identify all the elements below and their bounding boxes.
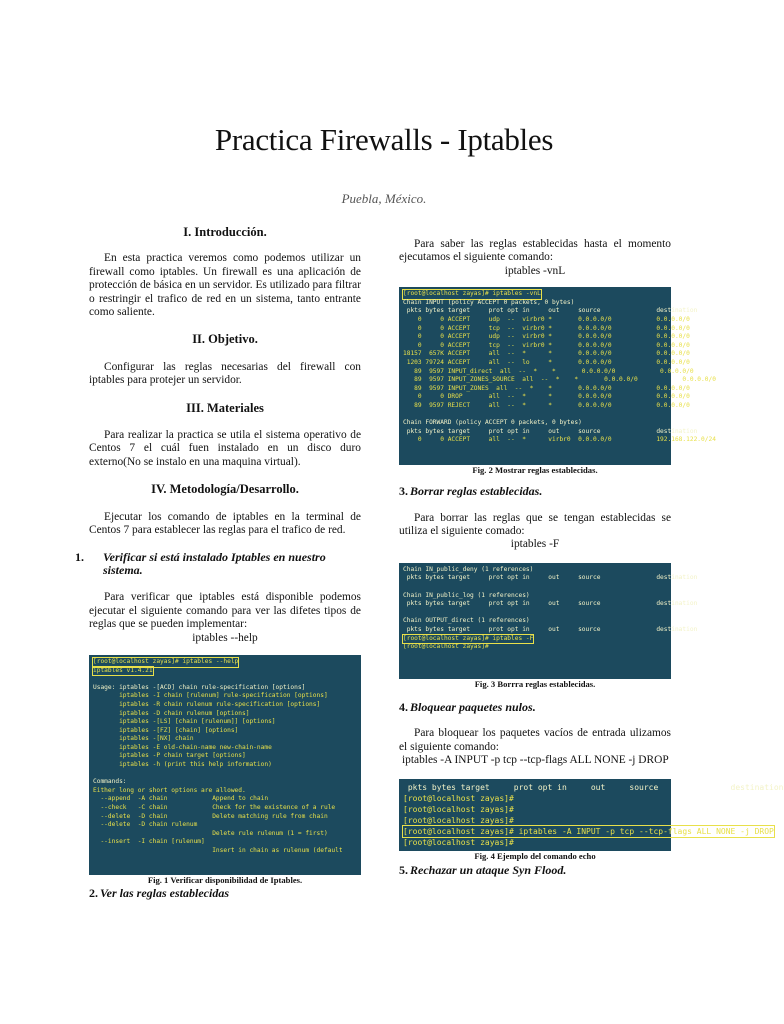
step2-number: 2. [89,885,98,900]
step5-heading [399,864,671,877]
terminal-line: [root@localhost zayas]# [403,805,514,815]
terminal-line: pkts bytes target prot opt in out source destination [403,600,698,608]
terminal-line: [root@localhost zayas]# iptables -A INPUT -p tcp --tcp-flags ALL NONE -j DROP [403,827,774,837]
terminal-line: Delete rule rulenum (1 = first) [93,829,328,837]
step3-number: 3. [399,484,408,499]
terminal-line: iptables -D chain rulenum [options] [93,709,250,717]
step1-title: Verificar si está instalado Iptables en nuestro sistema. [103,549,326,577]
step2-title: Ver las reglas establecidas [100,885,229,900]
paragraph-introduccion: En esta practica veremos como podemos utilizar un firewall como iptables. Un firewall es una aplicación de protección de básica en un servidor. Es utilizado para filtrar o restringir el trafico de red en un sistema, tanto entrante como saliente. [89,252,361,319]
step1-heading [75,549,361,578]
paragraph-step1: Para verificar que iptables está disponible podemos ejecutar el siguiente comando para ver las difetes tipos de reglas que se pueden implementar: [89,591,361,631]
figure2-caption: Fig. 2 Mostrar reglas establecidas. [472,465,598,476]
terminal-line: iptables -P chain target [options] [93,752,246,760]
terminal-line: Either long or short options are allowed. [93,786,246,794]
terminal-line: --append -A chain Append to chain [93,795,269,803]
section-heading-introduccion: I. Introducción. [183,225,267,239]
terminal-line [93,675,357,684]
terminal-line: 89 9597 INPUT_ZONES_SOURCE all -- * * 0.0.0.0/0 0.0.0.0/0 [403,376,716,384]
terminal-line: 89 9597 REJECT all -- * * 0.0.0.0/0 0.0.0.0/0 [403,401,690,409]
terminal-screenshot-drop-null [399,779,784,851]
terminal-line: 0 0 DROP all -- * * 0.0.0.0/0 0.0.0.0/0 [403,393,690,401]
terminal-line: [root@localhost zayas]# iptables -F [403,634,534,642]
terminal-line: 89 9597 INPUT_ZONES all -- * * 0.0.0.0/0 0.0.0.0/0 [403,384,690,392]
terminal-line [403,411,667,420]
terminal-line: iptables -[FZ] [chain] [options] [93,726,239,734]
section-heading-metodologia: IV. Metodología/Desarrollo. [151,482,299,497]
terminal-line: 0 0 ACCEPT udp -- virbr0 * 0.0.0.0/0 0.0.0.0/0 [403,333,690,341]
step3-heading [399,485,671,498]
section-heading-materiales: III. Materiales [186,400,264,415]
terminal-line: Chain INPUT (policy ACCEPT 0 packets, 0 bytes) [403,298,575,306]
command-step4: iptables -A INPUT -p tcp --tcp-flags ALL NONE -j DROP [402,754,669,767]
terminal-line: 0 0 ACCEPT tcp -- virbr0 * 0.0.0.0/0 0.0.0.0/0 [403,324,690,332]
terminal-line: --delete -D chain rulenum [93,821,198,829]
terminal-line: 89 9597 INPUT_direct all -- * * 0.0.0.0/0 0.0.0.0/0 [403,367,694,375]
step1-number: 1. [75,549,84,564]
left-column [75,225,361,900]
step4-number: 4. [399,699,408,714]
paragraph-step2: Para saber las reglas establecidas hasta el momento ejecutamos el siguiente comando: [399,238,671,264]
terminal-screenshot-help [89,655,361,875]
step5-title: Rechazar un ataque Syn Flood. [410,863,567,878]
terminal-line: iptables -I chain [rulenum] rule-specification [options] [93,692,328,700]
terminal-line: 0 0 ACCEPT tcp -- virbr0 * 0.0.0.0/0 0.0.0.0/0 [403,341,690,349]
terminal-line: iptables -E old-chain-name new-chain-name [93,743,272,751]
terminal-line: iptables -[NX] chain [93,735,194,743]
paragraph-metodologia: Ejecutar los comando de iptables en la terminal de Centos 7 para establecer las reglas para el trafico de red. [89,510,361,537]
paragraph-step4: Para bloquear los paquetes vacíos de entrada ulizamos el siguiente comando: [399,727,671,753]
terminal-line: Chain OUTPUT_direct (1 references) [403,617,530,625]
document-title: Practica Firewalls - Iptables [214,122,554,157]
terminal-line: iptables -[LS] [chain [rulenum]] [options] [93,718,276,726]
terminal-line: pkts bytes target prot opt in out source destination [403,307,698,315]
terminal-line: 0 0 ACCEPT all -- * virbr0 0.0.0.0/0 192.168.122.0/24 [403,436,716,444]
command-step1: iptables --help [192,631,258,644]
terminal-line: pkts bytes target prot opt in out source destination [403,783,784,793]
terminal-line: pkts bytes target prot opt in out source destination [403,574,698,582]
terminal-line: pkts bytes target prot opt in out source destination [403,626,698,633]
terminal-line: [root@localhost zayas]# [403,794,514,804]
terminal-line: --check -C chain Check for the existence of a rule [93,804,336,812]
terminal-line: [root@localhost zayas]# [403,643,489,651]
command-step3: iptables -F [510,538,560,551]
terminal-line [403,609,667,618]
terminal-line: 1203 79724 ACCEPT all -- lo * 0.0.0.0/0 0.0.0.0/0 [403,358,690,366]
step5-number: 5. [399,863,408,878]
terminal-line: [root@localhost zayas]# [403,838,514,848]
step3-title: Borrar reglas establecidas. [410,484,543,499]
terminal-line: Chain FORWARD (policy ACCEPT 0 packets, 0 bytes) [403,419,582,427]
figure1-caption: Fig. 1 Verificar disponibilidad de Iptables. [147,874,303,885]
terminal-line: Chain IN_public_log (1 references) [403,591,530,599]
terminal-line: pkts bytes target prot opt in out source destination [403,427,698,435]
paragraph-step3: Para borrar las reglas que se tengan establecidas se utiliza el siguiente comado: [399,511,671,538]
terminal-line: Commands: [93,778,127,786]
terminal-line [403,583,667,592]
section-heading-objetivo: II. Objetivo. [192,332,258,347]
terminal-line: [root@localhost zayas]# iptables -vnL [403,290,541,298]
terminal-screenshot-list-rules [399,287,716,465]
step2-heading [89,887,361,900]
terminal-line: 0 0 ACCEPT udp -- virbr0 * 0.0.0.0/0 0.0.0.0/0 [403,316,690,323]
terminal-line [93,770,357,779]
paragraph-objetivo: Configurar las reglas necesarias del firewall con iptables para protejer un servidor. [89,360,361,387]
terminal-line: --delete -D chain Delete matching rule from chain [93,812,328,820]
terminal-line: Insert in chain as rulenum (default [93,847,343,854]
command-step2: iptables -vnL [504,264,566,277]
terminal-line: [root@localhost zayas]# [403,816,514,826]
figure3-caption: Fig. 3 Borrra reglas establecidas. [474,678,596,689]
terminal-line: Chain IN_public_deny (1 references) [403,565,534,573]
figure4-caption: Fig. 4 Ejemplo del comando echo [474,851,596,862]
paragraph-materiales: Para realizar la practica se utila el sistema operativo de Centos 7 el cuál fuen instalado en un disco duro externo(No se instalo en una maquina virtual). [89,429,361,468]
terminal-line: --insert -I chain [rulenum] [93,838,205,846]
document-location: Puebla, México. [341,191,427,206]
terminal-line: Usage: iptables -[ACD] chain rule-specification [options] [93,683,306,691]
terminal-line: iptables -R chain rulenum rule-specification [options] [93,700,321,708]
terminal-line: 18157 657K ACCEPT all -- * * 0.0.0.0/0 0.0.0.0/0 [403,350,690,358]
terminal-line: [root@localhost zayas]# iptables --help [93,657,239,665]
terminal-line: iptables -h (print this help information) [93,761,272,769]
step4-heading [399,701,671,714]
step4-title: Bloquear paquetes nulos. [410,699,536,714]
terminal-screenshot-flush [399,563,698,679]
right-column [399,238,784,878]
terminal-line: iptables v1.4.21 [93,666,153,674]
